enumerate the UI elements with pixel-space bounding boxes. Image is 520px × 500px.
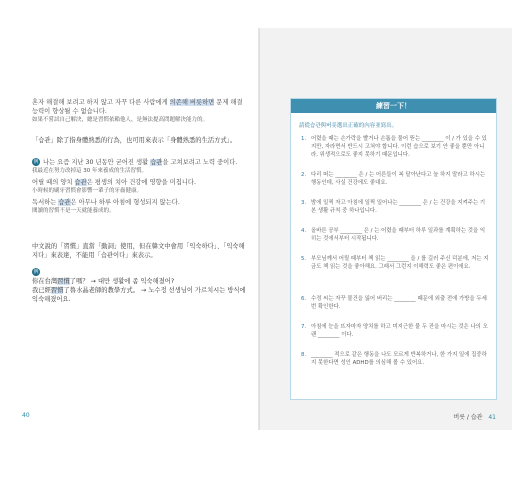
exercise-instruction: 請從습관與버릇選出正確的內容並寫出。	[299, 123, 398, 129]
paragraph-6	[32, 242, 246, 260]
exercise-item	[301, 199, 489, 215]
exercise-item	[301, 171, 489, 187]
q1-zh: 你在台灣	[32, 278, 58, 285]
paragraph-1	[32, 98, 246, 125]
item-text: 올바른 공부 ________ 은 / 는 어렸을 때부터 하루 일과를 계획하는 것을 익히는 것에서부터 시작됩니다.	[311, 228, 486, 243]
page-section-label: 버릇 / 습관	[453, 414, 483, 421]
p4-ko-highlight: 습관	[74, 179, 87, 186]
paragraph-3	[32, 158, 246, 176]
item-text: 어렸을 때는 손가락을 빨거나 손톱을 물어 뜯는 ________ 이 / 가 있을 수 있지만, 자라면서 반드시 고쳐야 합니다. 이런 습으로 보기 안 좋을 뿐만 아니라, 위생적으로도 좋지 못하기 때문입니다.	[311, 136, 487, 159]
page-footer-right	[453, 412, 496, 421]
q2-zh: 我已經	[32, 287, 51, 294]
page-number-right: 41	[488, 414, 496, 421]
p3-ko-a: 나는 요즘 지난 30 년동안 굳어진 생활	[43, 159, 151, 166]
p4-zh: 小時候的刷牙習慣會影響一輩子的牙齒健康。	[32, 188, 143, 194]
item-number: 3.	[301, 200, 307, 206]
paragraph-5	[32, 198, 246, 216]
exercise-item	[301, 227, 489, 243]
p5-ko-highlight: 습관	[58, 199, 71, 206]
q2-highlight: 習慣	[50, 287, 64, 294]
paragraph-7	[32, 268, 246, 304]
book-spread	[8, 28, 512, 430]
item-text: 수정 씨는 자꾸 물건을 잃어 버리는 ________ 때문에 외출 전에 가방을 두세 번 확인한다.	[311, 296, 487, 311]
left-page	[8, 28, 260, 430]
item-number: 1.	[301, 136, 307, 142]
p6-zh: 中文說的「習慣」直當「動詞」使用，但在韓文中會用「익숙하다」、「익숙해지다」來表達，不能用「습관이다」來表示。	[32, 243, 245, 259]
p3-ko-b: 을 고쳐보려고 노력 중이다.	[162, 159, 238, 166]
item-text: 부모님께서 어릴 때부터 책 읽는 ________ 을 / 를 길러 주신 덕분에, 저는 지금도 책 읽는 것을 좋아해요. 그래서 그런지 이해력도 좋은 편이에요.	[311, 256, 489, 271]
item-number: 8.	[301, 352, 307, 358]
item-number: 5.	[301, 256, 307, 262]
item-text: 밤에 일찍 자고 아침에 일찍 일어나는 ________ 은 / 는 건강을 지켜주는 기본 생활 규칙 중 하나입니다.	[311, 200, 486, 215]
p4-ko-b: 은 평생의 치아 건강에 영향을 미칩니다.	[86, 179, 197, 186]
exercise-item	[301, 255, 489, 271]
paragraph-2	[32, 136, 246, 145]
item-number: 7.	[301, 324, 307, 330]
item-text: 아침에 눈을 뜨자마자 양치를 하고 미지근한 물 두 잔을 마시는 것은 나의 오랜 ________ 이다.	[311, 324, 488, 339]
item-number: 2.	[301, 172, 307, 178]
p3-ko-highlight: 습관	[150, 159, 163, 166]
p5-zh: 閱讀的習慣不是一天就能養成的。	[32, 208, 115, 214]
item-number: 6.	[301, 296, 307, 302]
p1-ko-b: 문제 해결 능력이 향상될 수 없습니다.	[32, 99, 243, 115]
exercise-item	[301, 323, 489, 339]
item-text: 다리 떠는 ________ 은 / 는 어른들이 복 달아난다고 늘 하지 말라고 하시는 행동인데, 사실 건강에도 좋대요.	[311, 172, 486, 187]
p1-ko-highlight: 의존해 버릇하면	[169, 99, 215, 106]
q2-rest: 了魯水晶老師的教學方式。 → 노수정 선생님이 가르치시는 방식에 익숙해졌어요.	[32, 287, 246, 303]
p4-ko-a: 어릴 때의 양치	[32, 179, 75, 186]
p5-ko-a: 독서하는	[32, 199, 59, 206]
item-number: 4.	[301, 228, 307, 234]
exercise-item	[301, 295, 489, 311]
item-text: ________ 적으로 같은 행동을 나도 모르게 반복하거나, 한 가지 일에 집중하지 못한다면 성인 ADHD를 의심해 볼 수 있어요.	[311, 352, 487, 367]
page-number-left: 40	[22, 412, 30, 419]
exercise-box	[290, 98, 497, 400]
right-page	[260, 28, 512, 430]
example-bullet-icon: 例	[33, 269, 39, 275]
p2-zh: 「습관」除了指身體熟悉的行為，也可用來表示「身體熟悉的生活方式」。	[32, 137, 237, 144]
exercise-item	[301, 135, 489, 160]
q1-highlight: 習慣	[57, 278, 70, 285]
paragraph-4	[32, 178, 246, 196]
p3-zh: 我最近在努力改掉這 30 年來養成的生活習慣。	[32, 168, 147, 174]
p1-zh: 如果不嘗試自己解決，總是習慣依賴他人，是無法提高問題解決能力的。	[32, 117, 209, 123]
q1-rest: 了嗎？ → 대만 생활에 좀 익숙해졌어?	[69, 278, 175, 285]
example-bullet-icon: 例	[33, 159, 39, 165]
p5-ko-b: 은 아무나 하루 아침에 형성되지 않는다.	[70, 199, 180, 206]
exercise-title: 練習一下！	[291, 99, 496, 113]
p1-ko-a: 혼자 해결해 보려고 하지 않고 자꾸 다른 사람에게	[32, 99, 170, 106]
exercise-item	[301, 351, 489, 367]
